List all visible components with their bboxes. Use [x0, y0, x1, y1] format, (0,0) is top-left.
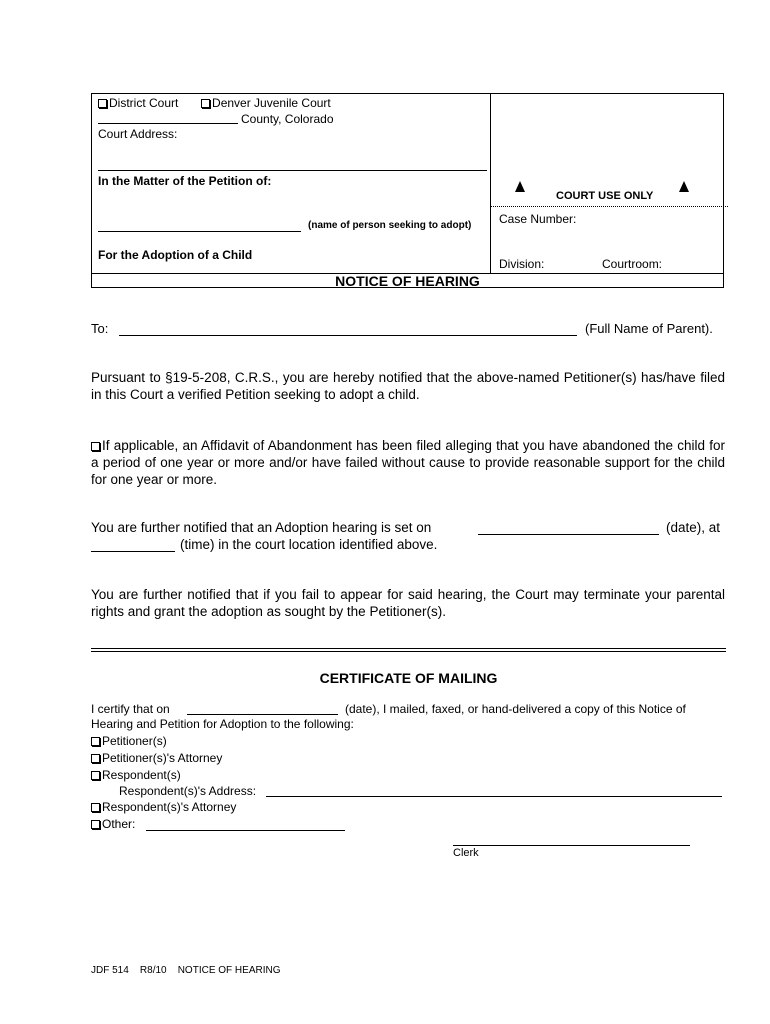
arrow-up-icon — [515, 181, 525, 192]
other-label: Other: — [102, 817, 136, 831]
name-hint: (name of person seeking to adopt) — [308, 220, 472, 231]
division-label: Division: — [499, 257, 545, 271]
court-address-label: Court Address: — [98, 127, 178, 141]
clerk-label: Clerk — [453, 847, 479, 859]
petitioner-label: Petitioner(s) — [102, 734, 167, 748]
paragraph-statute: Pursuant to §19-5-208, C.R.S., you are hereby notified that the above-named Petitioner(s) has/have filed in this Court a verified Petition seeking to adopt a child. — [91, 370, 725, 402]
certify-text-a: I certify that on — [91, 702, 170, 716]
hearing-date-blank[interactable] — [478, 534, 659, 535]
hearing-text-b: (date), at — [666, 520, 721, 535]
paragraph-warning: You are further notified that if you fail to appear for said hearing, the Court may terminate your parental rights and grant the adoption as sought by the Petitioner(s). — [91, 587, 725, 619]
respondent-attorney-label: Respondent(s)'s Attorney — [102, 800, 237, 814]
section-divider — [91, 648, 726, 652]
to-label: To: — [91, 321, 109, 336]
court-use-divider — [490, 206, 728, 207]
respondent-address-label: Respondent(s)'s Address: — [119, 784, 257, 798]
certify-text-b: (date), I mailed, faxed, or hand-delivered a copy of this Notice of — [345, 702, 686, 716]
abandonment-text: If applicable, an Affidavit of Abandonment has been filed alleging that you have abandoned the child for a period of one year or more and/or have failed without cause to provide reasonable support for the child for one year or more. — [91, 438, 725, 487]
to-suffix: (Full Name of Parent). — [585, 321, 713, 336]
clerk-signature-line[interactable] — [453, 845, 690, 846]
in-the-matter-label: In the Matter of the Petition of: — [98, 174, 272, 188]
certify-text-c: Hearing and Petition for Adoption to the following: — [91, 717, 354, 731]
adoption-of-label: For the Adoption of a Child — [98, 248, 253, 262]
district-court-checkbox[interactable] — [98, 96, 178, 110]
petitioner-name-blank[interactable] — [98, 231, 301, 232]
court-address-line[interactable] — [98, 170, 487, 171]
parent-name-blank[interactable] — [119, 335, 577, 336]
county-blank[interactable] — [98, 123, 238, 124]
petitioner-attorney-label: Petitioner(s)'s Attorney — [102, 751, 223, 765]
other-checkbox[interactable] — [91, 817, 135, 831]
courtroom-label: Courtroom: — [602, 257, 663, 271]
hearing-time-blank[interactable] — [91, 551, 175, 552]
petitioner-checkbox[interactable] — [91, 734, 167, 748]
respondent-attorney-checkbox[interactable] — [91, 800, 236, 814]
hearing-text-a: You are further notified that an Adoption hearing is set on — [91, 520, 432, 535]
respondent-label: Respondent(s) — [102, 768, 181, 782]
case-number-label: Case Number: — [499, 212, 577, 226]
respondent-address-blank[interactable] — [266, 796, 722, 797]
respondent-checkbox[interactable] — [91, 768, 181, 782]
form-footer: JDF 514 R8/10 NOTICE OF HEARING — [91, 965, 281, 976]
page-title: NOTICE OF HEARING — [335, 273, 480, 289]
court-use-only: COURT USE ONLY — [556, 190, 654, 202]
paragraph-abandonment — [91, 437, 725, 488]
certificate-title: CERTIFICATE OF MAILING — [319, 670, 498, 686]
hearing-text-c: (time) in the court location identified above. — [180, 537, 438, 552]
court-options — [98, 96, 331, 110]
juvenile-court-checkbox[interactable] — [201, 96, 331, 110]
other-blank[interactable] — [146, 830, 345, 831]
mailing-date-blank[interactable] — [187, 714, 338, 715]
abandonment-checkbox[interactable] — [91, 442, 100, 451]
caption-divider-vertical — [490, 93, 491, 274]
district-court-label: District Court — [109, 96, 179, 110]
arrow-up-icon — [679, 181, 689, 192]
petitioner-attorney-checkbox[interactable] — [91, 751, 222, 765]
juvenile-court-label: Denver Juvenile Court — [212, 96, 331, 110]
county-label: County, Colorado — [241, 112, 334, 126]
